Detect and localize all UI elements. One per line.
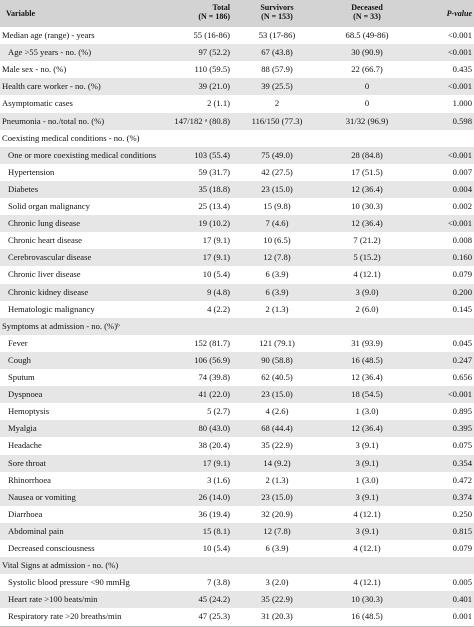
table-row	[0, 61, 474, 78]
cell-total: 39 (21.0)	[198, 81, 230, 92]
cell-pvalue: <0.001	[447, 81, 472, 92]
cell-survivors: 75 (49.0)	[261, 149, 293, 160]
cell-pvalue: 0.200	[452, 286, 472, 297]
table-row	[0, 95, 474, 112]
row-label: Sore throat	[8, 457, 46, 468]
cell-survivors: 121 (79.1)	[259, 337, 295, 348]
row-label: Solid organ malignancy	[8, 201, 90, 211]
table-row	[0, 557, 474, 574]
cell-total: 36 (19.4)	[198, 508, 230, 519]
row-label: Nausea or vomiting	[8, 491, 76, 502]
row-label: Cough	[8, 354, 31, 365]
row-label: Chronic kidney disease	[8, 286, 89, 297]
cell-survivors: 23 (15.0)	[261, 389, 293, 400]
cell-pvalue: 1.000	[452, 98, 472, 109]
cell-deceased: 12 (36.4)	[351, 372, 383, 382]
cell-pvalue: 0.145	[452, 303, 472, 314]
table-row	[0, 386, 474, 403]
cell-total: 147/182 ᵃ (80.8)	[174, 115, 230, 126]
cell-survivors: 6 (3.9)	[265, 286, 289, 297]
cell-survivors: 116/150 (77.3)	[251, 115, 303, 126]
row-label: Asymptomatic cases	[2, 98, 73, 109]
cell-deceased: 4 (12.1)	[353, 543, 381, 553]
cell-pvalue: 0.472	[452, 474, 472, 485]
cell-survivors: 2	[274, 98, 280, 109]
cell-deceased: 4 (12.1)	[353, 577, 381, 588]
table-row	[0, 147, 474, 164]
cell-survivors: 6 (3.9)	[265, 269, 289, 280]
cell-pvalue: 0.045	[452, 337, 472, 348]
cell-total: 106 (56.9)	[194, 354, 230, 365]
cell-survivors: 62 (40.5)	[261, 372, 293, 382]
header-pvalue: P-value	[446, 9, 472, 18]
row-label: Heart rate >100 beats/min	[8, 594, 98, 605]
cell-pvalue: 0.895	[452, 406, 472, 417]
table-row	[0, 284, 474, 301]
row-label: Coexisting medical conditions - no. (%)	[2, 132, 140, 143]
row-label: Hematologic malignancy	[8, 303, 95, 314]
cell-deceased: 12 (36.4)	[351, 423, 383, 434]
row-label: Decreased consciousness	[8, 543, 95, 553]
table-row	[0, 472, 474, 489]
cell-pvalue: 0.160	[452, 252, 472, 263]
table-row	[0, 369, 474, 386]
row-label: Chronic liver disease	[8, 269, 81, 280]
table-row	[0, 198, 474, 215]
table-row	[0, 523, 474, 540]
row-label: Vital Signs at admission - no. (%)	[2, 560, 119, 571]
cell-total: 4 (2.2)	[207, 303, 230, 314]
cell-survivors: 31 (20.3)	[261, 611, 293, 622]
cell-total: 26 (14.0)	[198, 491, 230, 502]
table-row	[0, 437, 474, 454]
row-label: Diarrhoea	[8, 508, 43, 519]
cell-survivors: 32 (20.9)	[261, 508, 293, 519]
header-survivors: Survivors (N = 153)	[260, 3, 294, 21]
row-label: Dyspnoea	[8, 389, 43, 400]
cell-survivors: 6 (3.9)	[265, 543, 289, 553]
cell-survivors: 35 (22.9)	[261, 440, 293, 451]
cell-pvalue: <0.001	[447, 47, 472, 58]
cell-total: 74 (39.8)	[198, 372, 230, 382]
cell-pvalue: <0.001	[447, 30, 472, 40]
cell-deceased: 4 (12.1)	[353, 508, 381, 519]
cell-total: 17 (9.1)	[202, 252, 230, 263]
cell-pvalue: 0.656	[452, 372, 472, 382]
row-label: One or more coexisting medical conditions	[8, 149, 157, 160]
cell-pvalue: 0.007	[452, 166, 472, 177]
cell-deceased: 16 (48.5)	[351, 611, 383, 622]
row-label: Abdominal pain	[8, 525, 64, 536]
row-label: Fever	[8, 337, 28, 348]
table-row	[0, 318, 474, 335]
cell-total: 10 (5.4)	[202, 543, 230, 553]
row-label: Diabetes	[8, 183, 39, 194]
cell-pvalue: <0.001	[447, 149, 472, 160]
row-label: Male sex - no. (%)	[2, 64, 67, 75]
cell-total: 25 (13.4)	[198, 201, 230, 211]
cell-pvalue: 0.374	[452, 491, 472, 502]
cell-deceased: 3 (9.1)	[355, 491, 379, 502]
cell-deceased: 5 (15.2)	[353, 252, 381, 263]
cell-survivors: 15 (9.8)	[263, 201, 291, 211]
cell-survivors: 88 (57.9)	[261, 64, 293, 75]
cell-survivors: 10 (6.5)	[263, 235, 291, 246]
table-bottom-rule	[0, 626, 474, 627]
table-row	[0, 249, 474, 266]
cell-deceased: 10 (30.3)	[351, 594, 383, 605]
cell-deceased: 16 (48.5)	[351, 354, 383, 365]
cell-deceased: 31 (93.9)	[351, 337, 383, 348]
row-label: Chronic heart disease	[8, 235, 82, 246]
row-label: Health care worker - no. (%)	[2, 81, 101, 92]
cell-survivors: 2 (1.3)	[265, 474, 289, 485]
row-label: Myalgia	[8, 423, 37, 434]
cell-pvalue: <0.001	[447, 389, 472, 400]
cell-survivors: 23 (15.0)	[261, 183, 293, 194]
cell-deceased: 18 (54.5)	[351, 389, 383, 400]
row-label: Sputum	[8, 372, 35, 382]
table-row	[0, 591, 474, 608]
cell-deceased: 3 (9.1)	[355, 525, 379, 536]
cell-total: 80 (43.0)	[198, 423, 230, 434]
row-label: Hemoptysis	[8, 406, 50, 417]
row-label: Rhinorrhoea	[8, 474, 51, 485]
cell-deceased: 0	[364, 98, 370, 109]
header-variable: Variable	[6, 9, 36, 18]
cell-deceased: 68.5 (49-86)	[345, 30, 389, 40]
cell-total: 17 (9.1)	[202, 235, 230, 246]
cell-total: 152 (81.7)	[194, 337, 230, 348]
cell-total: 2 (1.1)	[207, 98, 230, 109]
table-row	[0, 27, 474, 44]
row-label: Chronic lung disease	[8, 218, 81, 229]
cell-survivors: 90 (58.8)	[261, 354, 293, 365]
table-row	[0, 215, 474, 232]
cell-deceased: 10 (30.3)	[351, 201, 383, 211]
table-row	[0, 266, 474, 283]
row-label: Median age (range) - years	[2, 30, 95, 40]
cell-survivors: 12 (7.8)	[263, 525, 291, 536]
cell-deceased: 1 (3.0)	[355, 474, 379, 485]
cell-survivors: 12 (7.8)	[263, 252, 291, 263]
row-label: Pneumonia - no./total no. (%)	[2, 115, 105, 126]
table-row	[0, 130, 474, 147]
cell-survivors: 14 (9.2)	[263, 457, 291, 468]
cell-total: 17 (9.1)	[202, 457, 230, 468]
table-row	[0, 455, 474, 472]
row-label: Symptoms at admission - no. (%)ᵇ	[2, 320, 120, 331]
cell-total: 47 (25.3)	[198, 611, 230, 622]
cell-survivors: 23 (15.0)	[261, 491, 293, 502]
table-row	[0, 44, 474, 61]
cell-survivors: 68 (44.4)	[261, 423, 293, 434]
cell-total: 9 (4.8)	[207, 286, 230, 297]
table-row	[0, 335, 474, 352]
cell-total: 10 (5.4)	[202, 269, 230, 280]
row-label: Hypertension	[8, 166, 55, 177]
cell-pvalue: <0.001	[447, 218, 472, 229]
table-header	[0, 0, 474, 27]
row-label: Respiratory rate >20 breaths/min	[8, 611, 122, 622]
cell-deceased: 30 (90.9)	[351, 47, 383, 58]
cell-deceased: 1 (3.0)	[355, 406, 379, 417]
cell-pvalue: 0.001	[452, 611, 472, 622]
cell-total: 3 (1.6)	[207, 474, 230, 485]
cell-total: 97 (52.2)	[198, 47, 230, 58]
cell-pvalue: 0.395	[452, 423, 472, 434]
table-row	[0, 164, 474, 181]
cell-deceased: 31/32 (96.9)	[345, 115, 389, 126]
cell-total: 5 (2.7)	[207, 406, 230, 417]
table-row	[0, 301, 474, 318]
cell-total: 38 (20.4)	[198, 440, 230, 451]
table-row	[0, 181, 474, 198]
cell-pvalue: 0.815	[452, 525, 472, 536]
cell-total: 19 (10.2)	[198, 218, 230, 229]
cell-survivors: 67 (43.8)	[261, 47, 293, 58]
table-row	[0, 540, 474, 557]
cell-pvalue: 0.079	[452, 543, 472, 553]
cell-survivors: 35 (22.9)	[261, 594, 293, 605]
cell-pvalue: 0.598	[452, 115, 472, 126]
table-row	[0, 232, 474, 249]
cell-deceased: 3 (9.1)	[355, 440, 379, 451]
cell-pvalue: 0.250	[452, 508, 472, 519]
row-label: Cerebrovascular disease	[8, 252, 92, 263]
cell-deceased: 12 (36.4)	[351, 218, 383, 229]
cell-pvalue: 0.354	[452, 457, 472, 468]
cell-pvalue: 0.005	[452, 577, 472, 588]
cell-pvalue: 0.004	[452, 183, 472, 194]
cell-total: 45 (24.2)	[198, 594, 230, 605]
cell-survivors: 7 (4.6)	[265, 218, 289, 229]
table-row	[0, 574, 474, 591]
cell-pvalue: 0.075	[452, 440, 472, 451]
cell-deceased: 17 (51.5)	[351, 166, 383, 177]
cell-survivors: 2 (1.3)	[265, 303, 289, 314]
cell-survivors: 3 (2.0)	[265, 577, 289, 588]
cell-deceased: 28 (84.8)	[351, 149, 383, 160]
cell-deceased: 0	[364, 81, 370, 92]
row-label: Age >55 years - no. (%)	[8, 47, 92, 58]
header-total: Total (N = 186)	[198, 3, 230, 21]
cell-pvalue: 0.401	[452, 594, 472, 605]
cell-total: 35 (18.8)	[198, 183, 230, 194]
cell-deceased: 2 (6.0)	[355, 303, 379, 314]
row-label: Headache	[8, 440, 42, 451]
table-row	[0, 403, 474, 420]
cell-pvalue: 0.435	[452, 64, 472, 75]
cell-deceased: 7 (21.2)	[353, 235, 381, 246]
cell-pvalue: 0.247	[452, 354, 472, 365]
cell-total: 41 (22.0)	[198, 389, 230, 400]
cell-survivors: 39 (25.5)	[261, 81, 293, 92]
header-deceased: Deceased (N = 33)	[351, 3, 383, 21]
cell-deceased: 22 (66.7)	[351, 64, 383, 75]
cell-total: 103 (55.4)	[194, 149, 230, 160]
table-row	[0, 113, 474, 130]
row-label: Systolic blood pressure <90 mmHg	[8, 577, 130, 588]
table-row	[0, 78, 474, 95]
cell-deceased: 12 (36.4)	[351, 183, 383, 194]
table-row	[0, 608, 474, 625]
cell-total: 55 (16-86)	[193, 30, 230, 40]
table-row	[0, 420, 474, 437]
cell-total: 7 (3.8)	[207, 577, 230, 588]
table-row	[0, 506, 474, 523]
cell-deceased: 3 (9.0)	[355, 286, 379, 297]
cell-pvalue: 0.002	[452, 201, 472, 211]
cell-pvalue: 0.079	[452, 269, 472, 280]
cell-survivors: 53 (17-86)	[258, 30, 296, 40]
cell-total: 15 (8.1)	[202, 525, 230, 536]
cell-survivors: 42 (27.5)	[261, 166, 293, 177]
cell-total: 59 (31.7)	[198, 166, 230, 177]
cell-survivors: 4 (2.6)	[265, 406, 289, 417]
cell-deceased: 3 (9.1)	[355, 457, 379, 468]
table-row	[0, 489, 474, 506]
table-row	[0, 352, 474, 369]
cell-pvalue: 0.008	[452, 235, 472, 246]
cell-total: 110 (59.5)	[194, 64, 230, 75]
cell-deceased: 4 (12.1)	[353, 269, 381, 280]
